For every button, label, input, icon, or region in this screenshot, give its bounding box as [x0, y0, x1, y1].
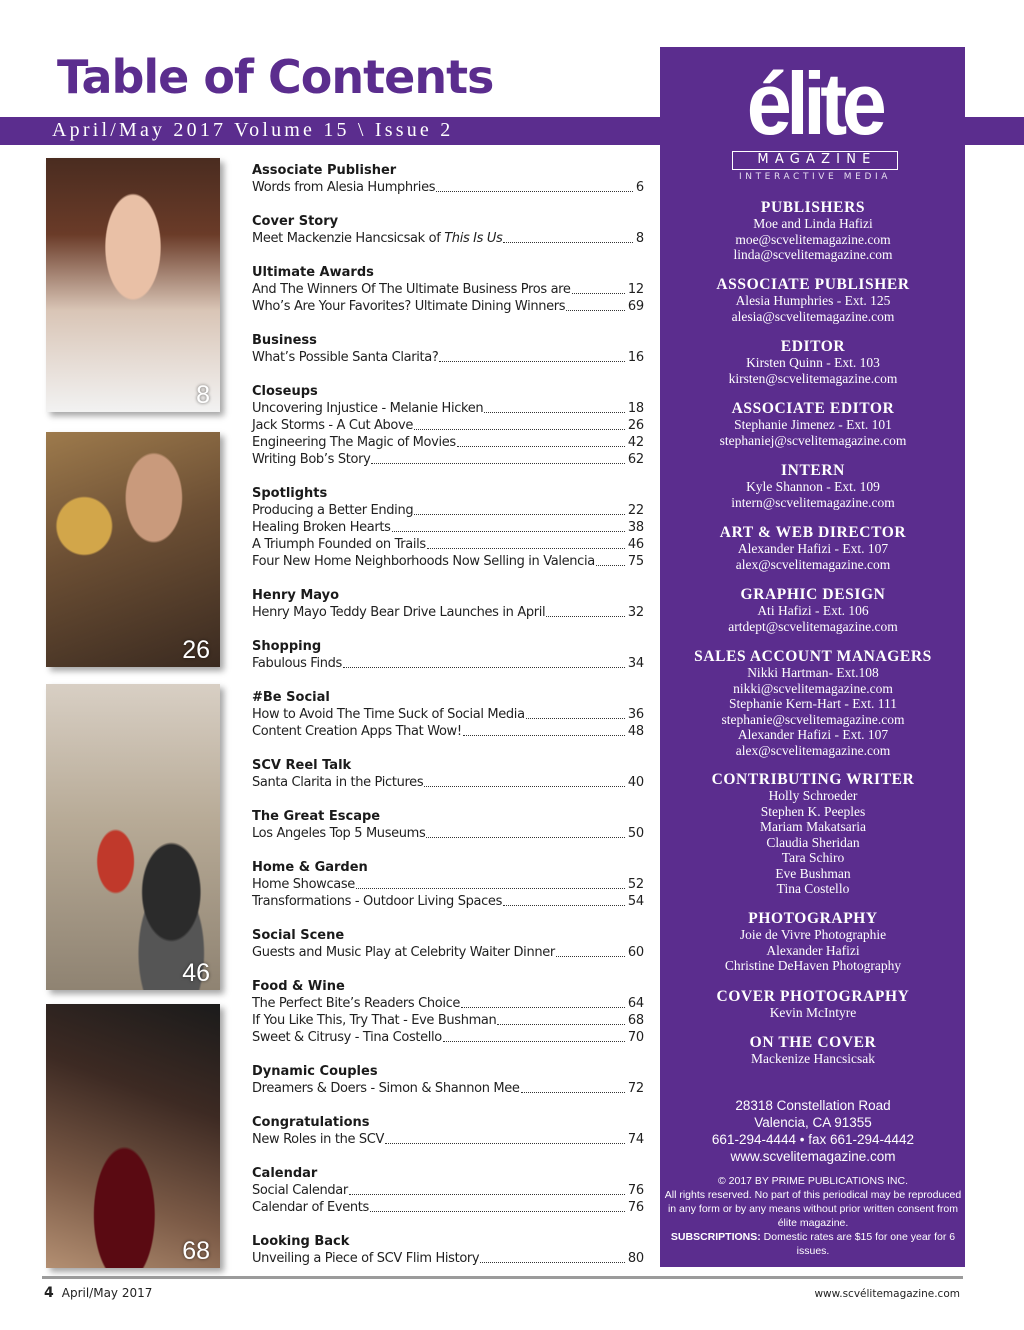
dot-leader [503, 242, 632, 243]
toc-entry-text: Writing Bob’s Story [252, 452, 371, 467]
staff-group [662, 1034, 964, 1067]
dot-leader [414, 514, 625, 515]
toc-entry-text: Content Creation Apps That Wow! [252, 724, 462, 739]
staff-email[interactable]: alesia@scvelitemagazine.com [731, 308, 895, 324]
toc-entry[interactable] [252, 774, 644, 791]
staff-email[interactable]: moe@scvelitemagazine.com [735, 231, 891, 247]
toc-entry[interactable] [252, 434, 644, 451]
toc-entry-title [252, 519, 391, 536]
toc-entry[interactable] [252, 655, 644, 672]
staff-role: CONTRIBUTING WRITER [711, 771, 915, 788]
staff-role: SALES ACCOUNT MANAGERS [694, 648, 932, 665]
toc-section-title: Looking Back [252, 1234, 350, 1249]
toc-entry-title [252, 1080, 520, 1097]
staff-name: Kevin McIntyre [769, 1005, 857, 1020]
address-street: 28318 Constellation Road [735, 1098, 891, 1113]
toc-entry-text: Uncovering Injustice - Melanie Hicken [252, 401, 484, 416]
elite-logo: élite [746, 54, 882, 153]
toc-section [252, 485, 644, 570]
toc-entry-text: The Perfect Bite’s Readers Choice [252, 996, 461, 1011]
toc-entry-text: Meet Mackenzie Hancsicsak of [252, 231, 445, 246]
staff-name: Stephanie Jimenez - Ext. 101 [734, 417, 892, 432]
toc-entry-title [252, 281, 571, 298]
toc-entry-title [252, 1250, 479, 1267]
dot-leader [484, 412, 625, 413]
dot-leader [343, 667, 625, 668]
staff-name: Christine DeHaven Photography [724, 958, 902, 973]
toc-entry[interactable] [252, 230, 644, 247]
toc-page-number: 54 [627, 894, 644, 909]
dot-leader [572, 293, 625, 294]
toc-entry[interactable] [252, 876, 644, 893]
toc-entry-text: How to Avoid The Time Suck of Social Media [252, 707, 525, 722]
toc-section-title: Business [252, 333, 317, 348]
toc-section [252, 757, 644, 791]
dot-leader [556, 956, 625, 957]
toc-section [252, 332, 644, 366]
toc-entry[interactable] [252, 1131, 644, 1148]
issue-band-text: April/May 2017 Volume 15 \ Issue 2 [52, 119, 454, 141]
toc-entry-text: Jack Storms - A Cut Above [252, 418, 414, 433]
logo-tagline: INTERACTIVE MEDIA [739, 172, 891, 182]
toc-section [252, 638, 644, 672]
toc-entry-title [252, 434, 456, 451]
toc-entry-text: Who’s Are Your Favorites? Ultimate Dining Winners [252, 299, 566, 314]
toc-entry[interactable] [252, 944, 644, 961]
toc-section [252, 1063, 644, 1097]
footer-page-number: 4 [44, 1285, 54, 1301]
staff-email[interactable]: alex@scvelitemagazine.com [735, 556, 891, 572]
toc-entry-title [252, 417, 413, 434]
dot-leader [503, 905, 625, 906]
toc-entry[interactable] [252, 1029, 644, 1046]
toc-entry-title [252, 400, 483, 417]
toc-entry-title [252, 825, 425, 842]
toc-entry[interactable] [252, 349, 644, 366]
toc-page-number: 64 [627, 996, 644, 1011]
dot-leader [480, 1262, 625, 1263]
toc-entry-text: Producing a Better Ending [252, 503, 414, 518]
toc-entry-text: Santa Clarita in the Pictures [252, 775, 424, 790]
staff-role: PUBLISHERS [760, 199, 866, 216]
toc-section-title: The Great Escape [252, 809, 381, 824]
toc-section [252, 689, 644, 740]
toc-entry[interactable] [252, 536, 644, 553]
staff-email[interactable]: kirsten@scvelitemagazine.com [728, 370, 898, 386]
staff-email[interactable]: nikki@scvelitemagazine.com [733, 680, 893, 696]
staff-email[interactable]: alex@scvelitemagazine.com [735, 742, 891, 758]
staff-group [662, 771, 964, 897]
address-phone: 661-294-4444 • fax 661-294-4442 [711, 1132, 915, 1147]
toc-entry-text: What’s Possible Santa Clarita? [252, 350, 439, 365]
toc-section [252, 859, 644, 910]
staff-name: Nikki Hartman- Ext.108 [747, 665, 879, 680]
toc-section [252, 927, 644, 961]
photo-page-number: 8 [196, 381, 210, 409]
toc-entry-italic: This Is Us [444, 231, 503, 246]
staff-email[interactable]: intern@scvelitemagazine.com [731, 494, 895, 510]
toc-entry-text: Guests and Music Play at Celebrity Waiter Dinner [252, 945, 555, 960]
footer-folio [44, 1285, 152, 1301]
toc-entry-title [252, 1131, 384, 1148]
toc-section [252, 1114, 644, 1148]
staff-email[interactable]: artdept@scvelitemagazine.com [728, 618, 898, 634]
toc-section-title: Dynamic Couples [252, 1064, 378, 1079]
toc-entry[interactable] [252, 417, 644, 434]
toc-entry[interactable] [252, 723, 644, 740]
toc-entry-title [252, 604, 545, 621]
toc-entry-title [252, 944, 555, 961]
toc-page-number: 50 [627, 826, 644, 841]
toc-page-number: 38 [627, 520, 644, 535]
toc-page-number: 62 [627, 452, 644, 467]
toc-entry[interactable] [252, 1182, 644, 1199]
toc-page-number: 36 [627, 707, 644, 722]
staff-name: Kirsten Quinn - Ext. 103 [746, 355, 880, 370]
toc-entry[interactable] [252, 281, 644, 298]
staff-name: Kyle Shannon - Ext. 109 [746, 479, 880, 494]
contact-address [662, 1097, 964, 1165]
toc-entry-text: Social Calendar [252, 1183, 348, 1198]
toc-page-number: 46 [627, 537, 644, 552]
staff-name: Holly Schroeder [768, 788, 858, 803]
dot-leader [461, 1007, 625, 1008]
toc-section [252, 1165, 644, 1216]
toc-entry-title [252, 349, 438, 366]
dot-leader [414, 429, 625, 430]
toc-section [252, 162, 644, 196]
address-website: www.scvelitemagazine.com [730, 1149, 896, 1164]
staff-name: Alesia Humphries - Ext. 125 [735, 293, 891, 308]
toc-entry-title [252, 1012, 496, 1029]
dot-leader [436, 191, 633, 192]
toc-entry-text: Engineering The Magic of Movies [252, 435, 456, 450]
toc-entry-title [252, 723, 462, 740]
toc-entry-title [252, 1199, 369, 1216]
dot-leader [463, 735, 625, 736]
toc-entry-title [252, 1182, 348, 1199]
staff-group [662, 199, 964, 263]
toc-entry-text: New Roles in the SCV [252, 1132, 385, 1147]
toc-section-title: Shopping [252, 639, 322, 654]
toc-entry-title [252, 230, 502, 247]
dot-leader [439, 361, 624, 362]
toc-entry[interactable] [252, 1012, 644, 1029]
toc-page-number: 75 [627, 554, 644, 569]
toc-entry-text: Calendar of Events [252, 1200, 369, 1215]
staff-email[interactable]: stephaniej@scvelitemagazine.com [719, 432, 907, 448]
footer-rule [42, 1276, 963, 1279]
toc-page-number: 72 [627, 1081, 644, 1096]
toc-section-title: Food & Wine [252, 979, 345, 994]
toc-entry[interactable] [252, 1080, 644, 1097]
staff-role: COVER PHOTOGRAPHY [716, 988, 910, 1005]
toc-entry[interactable] [252, 451, 644, 468]
staff-name: Alexander Hafizi - Ext. 107 [737, 727, 889, 742]
staff-name: Alexander Hafizi [766, 942, 860, 958]
toc-section-title: Henry Mayo [252, 588, 340, 603]
toc-entry-text: Sweet & Citrusy - Tina Costello [252, 1030, 442, 1045]
family-photo [46, 684, 220, 990]
staff-role: ASSOCIATE EDITOR [731, 400, 895, 417]
photo-page-number: 68 [182, 1237, 210, 1265]
toc-page-number: 74 [627, 1132, 644, 1147]
toc-section-title: Ultimate Awards [252, 265, 374, 280]
staff-name: Tina Costello [776, 881, 850, 896]
footer-website: www.scvélitemagazine.com [814, 1288, 960, 1300]
rights-text: All rights reserved. No part of this periodical may be reproduced in any form or by any means without prior written consent from élite magazine. [664, 1189, 962, 1229]
toc-section [252, 213, 644, 247]
toc-section-title: #Be Social [252, 690, 330, 705]
cover-girl-photo [46, 158, 220, 412]
toc-entry-title [252, 876, 355, 893]
toc-page-number: 69 [627, 299, 644, 314]
subscriptions-text [662, 1230, 964, 1258]
toc-entry-text: And The Winners Of The Ultimate Business Pros are [252, 282, 571, 297]
toc-entry-title [252, 298, 565, 315]
dot-leader [526, 718, 625, 719]
toc-entry[interactable] [252, 519, 644, 536]
dot-leader [371, 463, 624, 464]
staff-role: GRAPHIC DESIGN [740, 586, 886, 603]
staff-name: Claudia Sheridan [766, 834, 860, 850]
copyright: © 2017 BY PRIME PUBLICATIONS INC. [718, 1175, 908, 1187]
toc-entry-text: Transformations - Outdoor Living Spaces [252, 894, 502, 909]
toc-entry-title [252, 655, 342, 672]
logo-magazine: MAGAZINE [732, 151, 898, 170]
toc-page-number: 8 [635, 231, 644, 246]
toc-entry[interactable] [252, 179, 644, 196]
toc-entry[interactable] [252, 893, 644, 910]
staff-group [662, 338, 964, 386]
toc-entry-text: Words from Alesia Humphries [252, 180, 436, 195]
toc-entry-text: Dreamers & Doers - Simon & Shannon Mee [252, 1081, 520, 1096]
staff-name: Eve Bushman [775, 865, 851, 881]
toc-section [252, 808, 644, 842]
staff-name: Mackenize Hancsicsak [750, 1051, 876, 1066]
toc-section [252, 383, 644, 468]
photo-page-number: 46 [182, 959, 210, 987]
toc-section [252, 264, 644, 315]
staff-role: EDITOR [780, 338, 846, 355]
red-wine-photo [46, 1004, 220, 1268]
staff-name: Tara Schiro [781, 850, 845, 865]
dot-leader [356, 888, 625, 889]
toc-entry-text: Henry Mayo Teddy Bear Drive Launches in April [252, 605, 546, 620]
toc-entry-title [252, 706, 525, 723]
dot-leader [370, 1211, 625, 1212]
staff-group [662, 988, 964, 1021]
toc-page-number: 16 [627, 350, 644, 365]
toc-entry[interactable] [252, 553, 644, 570]
toc-entry[interactable] [252, 825, 644, 842]
toc-page-number: 70 [627, 1030, 644, 1045]
toc-entry-text: Home Showcase [252, 877, 355, 892]
toc-page-number: 76 [627, 1183, 644, 1198]
staff-name: Stephen K. Peeples [760, 803, 866, 819]
toc-section-title: Cover Story [252, 214, 339, 229]
toc-entry-text: If You Like This, Try That - Eve Bushman [252, 1013, 497, 1028]
toc-page-number: 40 [627, 775, 644, 790]
staff-name: Moe and Linda Hafizi [753, 216, 873, 231]
toc-entry[interactable] [252, 604, 644, 621]
toc-page-number: 80 [627, 1251, 644, 1266]
dot-leader [546, 616, 625, 617]
toc-section-title: Congratulations [252, 1115, 370, 1130]
staff-name: Stephanie Kern-Hart - Ext. 111 [728, 696, 898, 711]
staff-group [662, 586, 964, 634]
toc-page-number: 52 [627, 877, 644, 892]
toc-section-title: Spotlights [252, 486, 328, 501]
toc-section-title: Calendar [252, 1166, 318, 1181]
toc-page-number: 34 [627, 656, 644, 671]
staff-role: PHOTOGRAPHY [748, 910, 878, 927]
dot-leader [392, 531, 625, 532]
toc-page-number: 22 [627, 503, 644, 518]
subscriptions-rates: Domestic rates are $15 for one year for 6 issues. [760, 1231, 956, 1257]
staff-email[interactable]: stephanie@scvelitemagazine.com [721, 711, 905, 727]
dot-leader [566, 310, 625, 311]
toc-entry[interactable] [252, 995, 644, 1012]
toc-entry-title [252, 179, 435, 196]
toc-entry-text: A Triumph Founded on Trails [252, 537, 426, 552]
address-city: Valencia, CA 91355 [754, 1115, 872, 1130]
glass-artist-photo [46, 432, 220, 667]
toc-section-title: Social Scene [252, 928, 345, 943]
legal-notice [662, 1174, 964, 1258]
toc-page-number: 26 [627, 418, 644, 433]
toc-entry[interactable] [252, 1199, 644, 1216]
toc-page-number: 32 [627, 605, 644, 620]
dot-leader [424, 786, 625, 787]
staff-group [662, 648, 964, 758]
photo-page-number: 26 [182, 636, 210, 664]
dot-leader [497, 1024, 624, 1025]
toc-page-number: 76 [627, 1200, 644, 1215]
staff-role: ON THE COVER [749, 1034, 877, 1051]
toc-section-title: Home & Garden [252, 860, 368, 875]
footer-date: April/May 2017 [61, 1286, 153, 1300]
staff-name: Mariam Makatsaria [759, 819, 867, 834]
staff-group [662, 462, 964, 510]
dot-leader [385, 1143, 625, 1144]
toc-entry-title [252, 774, 423, 791]
staff-role: INTERN [781, 462, 845, 479]
toc-page-number: 12 [627, 282, 644, 297]
toc-section [252, 1233, 644, 1267]
toc-entry-title [252, 536, 426, 553]
staff-group [662, 400, 964, 448]
toc-entry-title [252, 451, 370, 468]
toc-section [252, 978, 644, 1046]
toc-page-number: 42 [627, 435, 644, 450]
toc-entry-title [252, 553, 595, 570]
toc-page-number: 6 [635, 180, 644, 195]
toc-entry-title [252, 1029, 442, 1046]
dot-leader [596, 565, 625, 566]
subscriptions-label: SUBSCRIPTIONS: [670, 1231, 761, 1243]
toc-entry-text: Four New Home Neighborhoods Now Selling in Valencia [252, 554, 595, 569]
toc-entry-text: Fabulous Finds [252, 656, 342, 671]
staff-group [662, 276, 964, 324]
toc-entry-title [252, 995, 460, 1012]
toc-page-number: 48 [627, 724, 644, 739]
toc-entry-title [252, 893, 502, 910]
toc-page-number: 60 [627, 945, 644, 960]
toc-entry[interactable] [252, 400, 644, 417]
toc-section-title: Associate Publisher [252, 163, 397, 178]
toc-entry-title [252, 502, 413, 519]
dot-leader [427, 548, 625, 549]
toc-section-title: Closeups [252, 384, 318, 399]
staff-group [662, 524, 964, 572]
staff-email[interactable]: linda@scvelitemagazine.com [733, 247, 893, 262]
toc-entry-text: Unveiling a Piece of SCV Flim History [252, 1251, 480, 1266]
page-title: Table of Contents [57, 50, 494, 104]
toc-entry-text: Los Angeles Top 5 Museums [252, 826, 426, 841]
toc-section-title: SCV Reel Talk [252, 758, 352, 773]
staff-role: ASSOCIATE PUBLISHER [716, 276, 910, 293]
staff-name: Joie de Vivre Photographie [739, 927, 887, 942]
toc-entry[interactable] [252, 502, 644, 519]
dot-leader [521, 1092, 625, 1093]
dot-leader [426, 837, 624, 838]
toc-page-number: 68 [627, 1013, 644, 1028]
dot-leader [443, 1041, 625, 1042]
toc-section [252, 587, 644, 621]
staff-group [662, 910, 964, 974]
toc-entry[interactable] [252, 706, 644, 723]
staff-name: Alexander Hafizi - Ext. 107 [737, 541, 889, 556]
toc-entry-text: Healing Broken Hearts [252, 520, 391, 535]
toc-entry[interactable] [252, 298, 644, 315]
staff-name: Ati Hafizi - Ext. 106 [757, 603, 869, 618]
toc-page-number: 18 [627, 401, 644, 416]
dot-leader [349, 1194, 625, 1195]
staff-role: ART & WEB DIRECTOR [719, 524, 907, 541]
dot-leader [457, 446, 625, 447]
toc-entry[interactable] [252, 1250, 644, 1267]
